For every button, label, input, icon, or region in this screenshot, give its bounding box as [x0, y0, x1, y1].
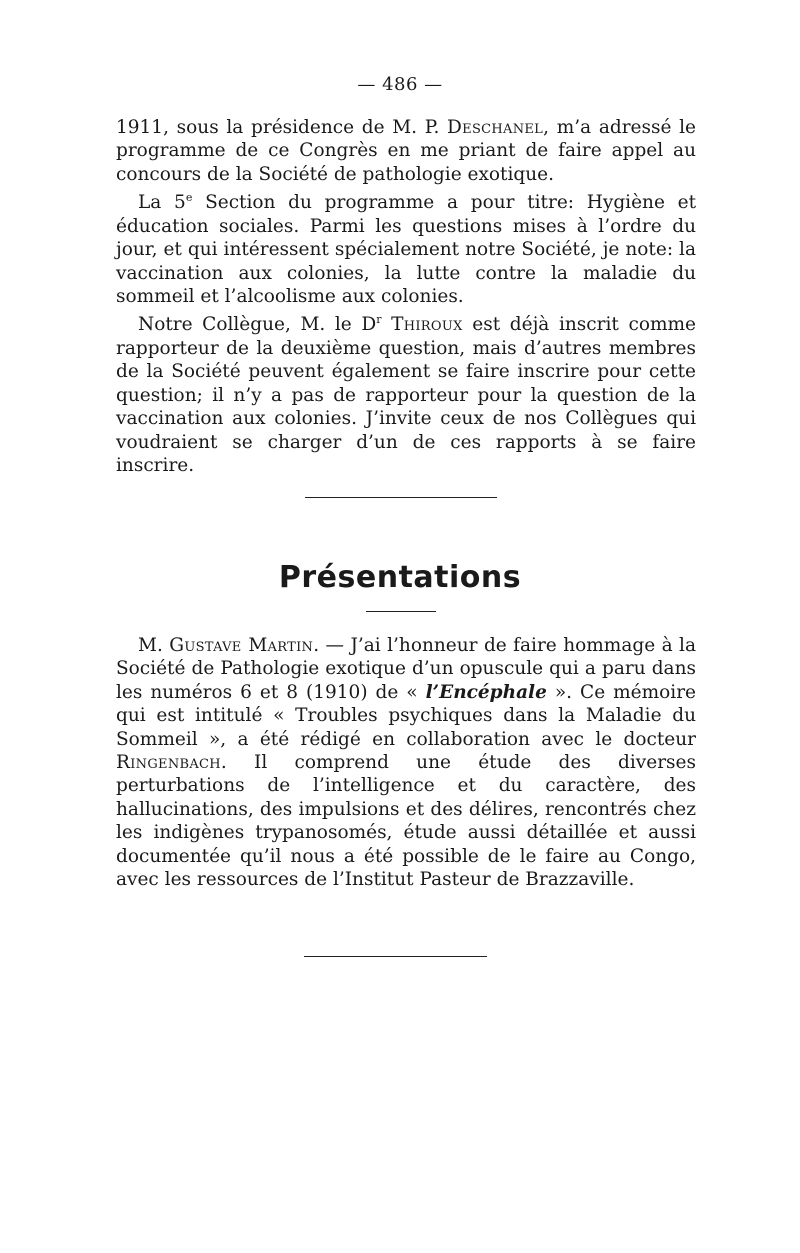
- body-text-bottom: [116, 634, 696, 891]
- paragraph: [116, 116, 696, 186]
- text-run: 1911, sous la présidence de M. P.: [116, 117, 448, 138]
- text-run: . Il comprend une étude des diverses perturbations de l’intelligence et du caractère, des hallucinations, des impulsions et des délires, rencontrés chez les indigènes trypanosomés, étude aussi détaillée et aussi documentée qu’il nous a été possible de le faire au Congo, avec les ressources de l’Institut Pasteur de Brazzaville.: [116, 752, 696, 891]
- text-run: . — J’ai l’honneur de faire hommage à la Société de Pathologie exotique d’un opuscule qui a paru dans les numéros 6 et 8 (1910) de «: [116, 635, 696, 703]
- text-run: [381, 315, 391, 336]
- paragraph: [116, 634, 696, 891]
- text-run: La 5: [138, 192, 186, 214]
- paragraph: [116, 186, 696, 308]
- section-title: Présentations: [278, 560, 522, 595]
- text-run: ». Ce mémoire qui est intitulé « Troubles psychiques dans la Maladie du Sommeil », a été rédigé en collaboration avec le docteur: [116, 681, 697, 750]
- title-underline-rule: [366, 611, 436, 612]
- text-run: Gustave Martin: [169, 635, 314, 656]
- text-run: Notre Collègue, M. le D: [138, 314, 377, 336]
- paragraph: [116, 308, 696, 477]
- page-number: — 486 —: [357, 74, 443, 95]
- text-run: Deschanel: [447, 117, 544, 138]
- text-run: M.: [138, 635, 170, 656]
- text-run: e: [185, 191, 193, 205]
- text-run: , m’a adressé le programme de ce Congrès en me priant de faire appel au concours de la Société de pathologie exotique.: [116, 117, 696, 185]
- text-run: l’Encéphale: [425, 681, 547, 703]
- section-divider-rule: [305, 497, 497, 498]
- end-divider-rule: [304, 956, 487, 957]
- body-text-top: [116, 116, 696, 477]
- text-run: Section du programme a pour titre: Hygiène et éducation sociales. Parmi les questions mises à l’ordre du jour, et qui intéressent spécialement notre Société, je note: la vaccination aux colonies, la lutte contre la maladie du sommeil et l’alcoolisme aux colonies.: [116, 192, 696, 307]
- text-run: est déjà inscrit comme rapporteur de la deuxième question, mais d’autres membres de la Société peuvent également se faire inscrire pour cette question; il n’y a pas de rapporteur pour la question de la vaccination aux colonies. J’invite ceux de nos Collègues qui voudraient se charger d’un de ces rapports à se faire inscrire.: [116, 314, 696, 476]
- text-run: Thiroux: [391, 314, 463, 336]
- text-run: r: [376, 313, 382, 327]
- text-run: Ringenbach: [116, 752, 221, 774]
